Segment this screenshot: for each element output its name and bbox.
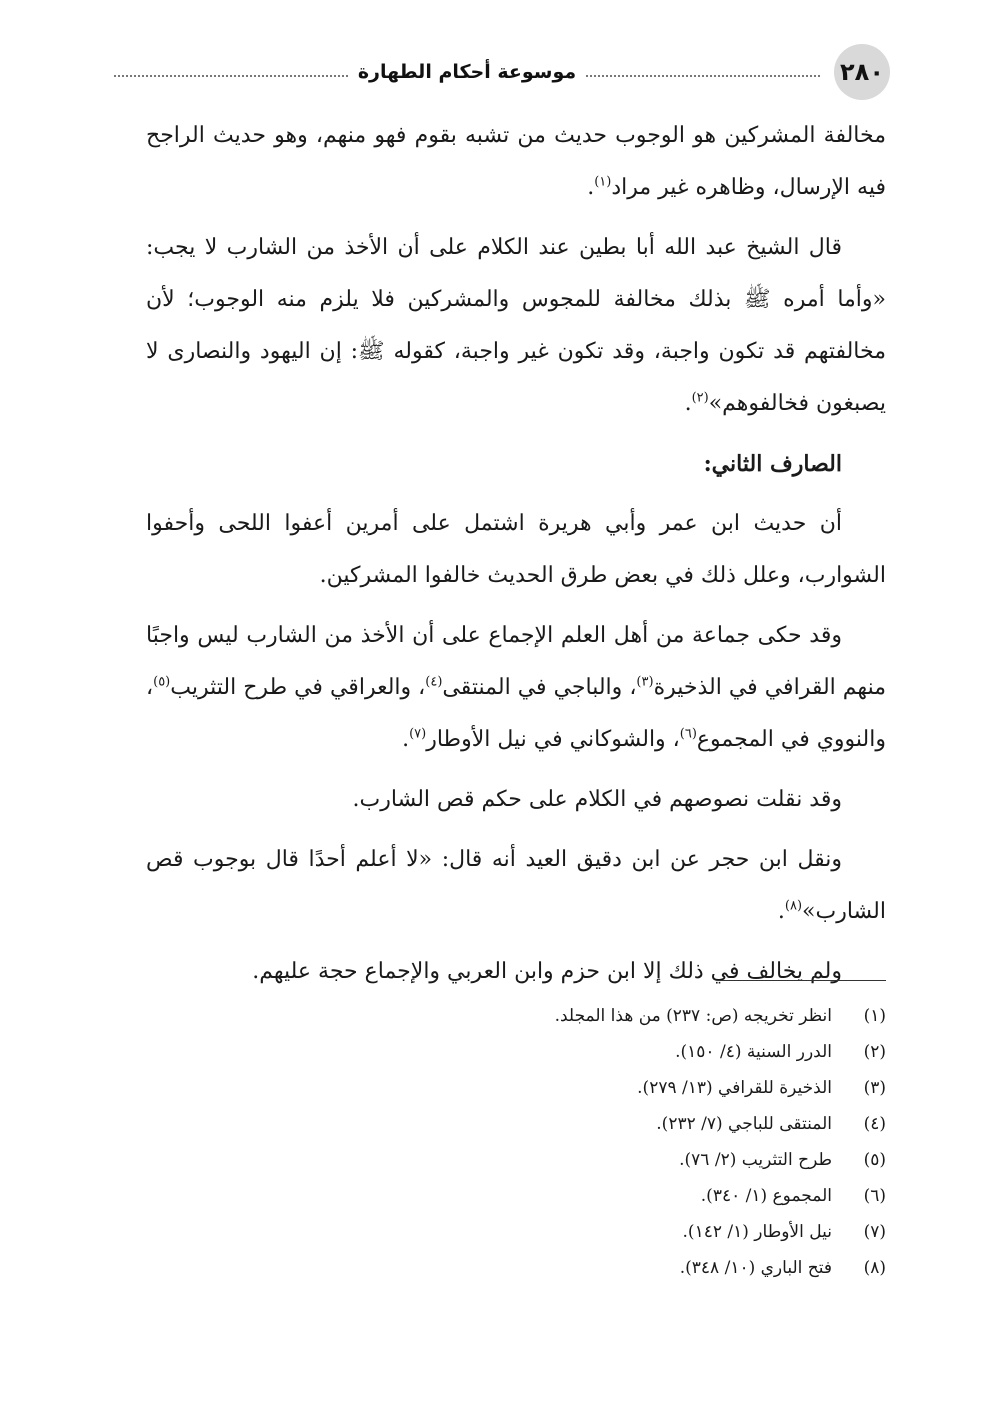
footnote-text: المجموع (١/ ٣٤٠). — [700, 1186, 832, 1206]
footnote-item — [146, 1070, 886, 1106]
footnote-text: طرح التثريب (٢/ ٧٦). — [679, 1150, 832, 1170]
leader-dots-right — [586, 75, 820, 77]
paragraph-4-text-b: ، والباجي في المنتقى — [442, 675, 637, 700]
paragraph-4-text-e: ، والشوكاني في نيل الأوطار — [426, 727, 680, 752]
footnote-ref-3: (٣) — [636, 674, 654, 690]
footnote-item — [146, 1142, 886, 1178]
footnote-number: (٦) — [863, 1186, 886, 1206]
paragraph-4-text-a: وقد حكى جماعة من أهل العلم الإجماع على أن الأخذ من الشارب ليس واجبًا منهم القرافي في الذخيرة — [146, 623, 887, 700]
footnote-number: (٨) — [863, 1258, 886, 1278]
footnote-item — [146, 1106, 886, 1142]
footnote-item — [146, 1214, 886, 1250]
footnote-text: انظر تخريجه (ص: ٢٣٧) من هذا المجلد. — [554, 1006, 832, 1026]
paragraph-5: وقد نقلت نصوصهم في الكلام على حكم قص الشارب. — [352, 787, 842, 812]
footnote-separator — [718, 980, 886, 981]
paragraph-1: مخالفة المشركين هو الوجوب حديث من تشبه بقوم فهو منهم، وهو حديث الراجح فيه الإرسال، وظاهره غير مراد$^{(١)}$. — [146, 123, 886, 200]
leader-dots-left — [114, 75, 348, 77]
paragraph-3: أن حديث ابن عمر وأبي هريرة اشتمل على أمرين أعفوا اللحى وأحفوا الشوارب، وعلل ذلك في بعض طرق الحديث خالفوا المشركين. — [146, 511, 886, 588]
paragraph-6: ونقل ابن حجر عن ابن دقيق العيد أنه قال: «لا أعلم أحدًا قال بوجوب قص الشارب»$^{(٨)}$. — [146, 847, 886, 924]
paragraph-1-text: مخالفة المشركين هو الوجوب حديث من تشبه بقوم فهو منهم، وهو حديث الراجح فيه الإرسال، وظاهره غير مراد — [146, 123, 886, 200]
footnote-number: (١) — [863, 1006, 886, 1026]
footnote-text: فتح الباري (١٠/ ٣٤٨). — [679, 1258, 832, 1278]
page-header — [114, 44, 890, 104]
section-heading: الصارف الثاني: — [703, 451, 842, 477]
footnotes — [146, 998, 886, 1286]
footnote-number: (٣) — [863, 1078, 886, 1098]
paragraph-2: قال الشيخ عبد الله أبا بطين عند الكلام على أن الأخذ من الشارب لا يجب: «وأما أمره ﷺ بذلك مخالفة للمجوس والمشركين فلا يلزم منه الوجوب؛ لأن مخالفتهم قد تكون واجبة، وقد تكون غير واجبة، كقوله ﷺ: إن اليهود والنصارى لا يصبغون فخالفوهم»$^{(٢)}$. — [146, 235, 886, 416]
footnote-ref-7: (٧) — [409, 726, 427, 742]
footnote-number: (٥) — [863, 1150, 886, 1170]
footnote-ref-6: (٦) — [679, 726, 697, 742]
paragraph-6-text: ونقل ابن حجر عن ابن دقيق العيد أنه قال: «لا أعلم أحدًا قال بوجوب قص الشارب» — [146, 847, 886, 924]
footnote-ref-2: (٢) — [691, 390, 709, 406]
footnote-number: (٢) — [863, 1042, 886, 1062]
running-head — [114, 58, 820, 86]
footnote-item — [146, 998, 886, 1034]
paragraph-4: وقد حكى جماعة من أهل العلم الإجماع على أن الأخذ من الشارب ليس واجبًا منهم القرافي في الذخيرة$^{(٣)}$، والباجي في المنتقى$^{(٤)}$، والعراقي في طرح التثريب$^{(٥)}$، والنووي في المجموع$^{(٦)}$، والشوكاني في نيل الأوطار$^{(٧)}$. — [146, 623, 887, 752]
footnote-number: (٤) — [863, 1114, 886, 1134]
footnote-ref-8: (٨) — [784, 898, 803, 914]
footnote-number: (٧) — [863, 1222, 886, 1242]
footnote-item — [146, 1178, 886, 1214]
paragraph-2-text: قال الشيخ عبد الله أبا بطين عند الكلام على أن الأخذ من الشارب لا يجب: «وأما أمره ﷺ بذلك مخالفة للمجوس والمشركين فلا يلزم منه الوجوب؛ لأن مخالفتهم قد تكون واجبة، وقد تكون غير واجبة، كقوله ﷺ: إن اليهود والنصارى لا يصبغون فخالفوهم» — [146, 235, 886, 416]
footnote-ref-4: (٤) — [425, 674, 443, 690]
footnote-ref-1: (١) — [594, 174, 612, 190]
main-text — [146, 110, 886, 1006]
footnote-text: الدرر السنية (٤/ ١٥٠). — [675, 1042, 832, 1062]
running-title: موسوعة أحكام الطهارة — [357, 61, 577, 83]
footnote-text: المنتقى للباجي (٧/ ٢٣٢). — [656, 1114, 832, 1134]
paragraph-7: ولم يخالف في ذلك إلا ابن حزم وابن العربي والإجماع حجة عليهم. — [252, 959, 842, 984]
paragraph-4-text-c: ، والعراقي في طرح التثريب — [170, 675, 426, 700]
footnote-ref-5: (٥) — [153, 674, 171, 690]
footnote-item — [146, 1034, 886, 1070]
footnote-text: نيل الأوطار (١/ ١٤٢). — [682, 1222, 832, 1242]
footnote-item — [146, 1250, 886, 1286]
paragraph-4-text-d: ، والنووي في المجموع — [146, 675, 886, 752]
footnote-text: الذخيرة للقرافي (١٣/ ٢٧٩). — [637, 1078, 832, 1098]
page-number-badge: ٢٨٠ — [834, 44, 890, 100]
